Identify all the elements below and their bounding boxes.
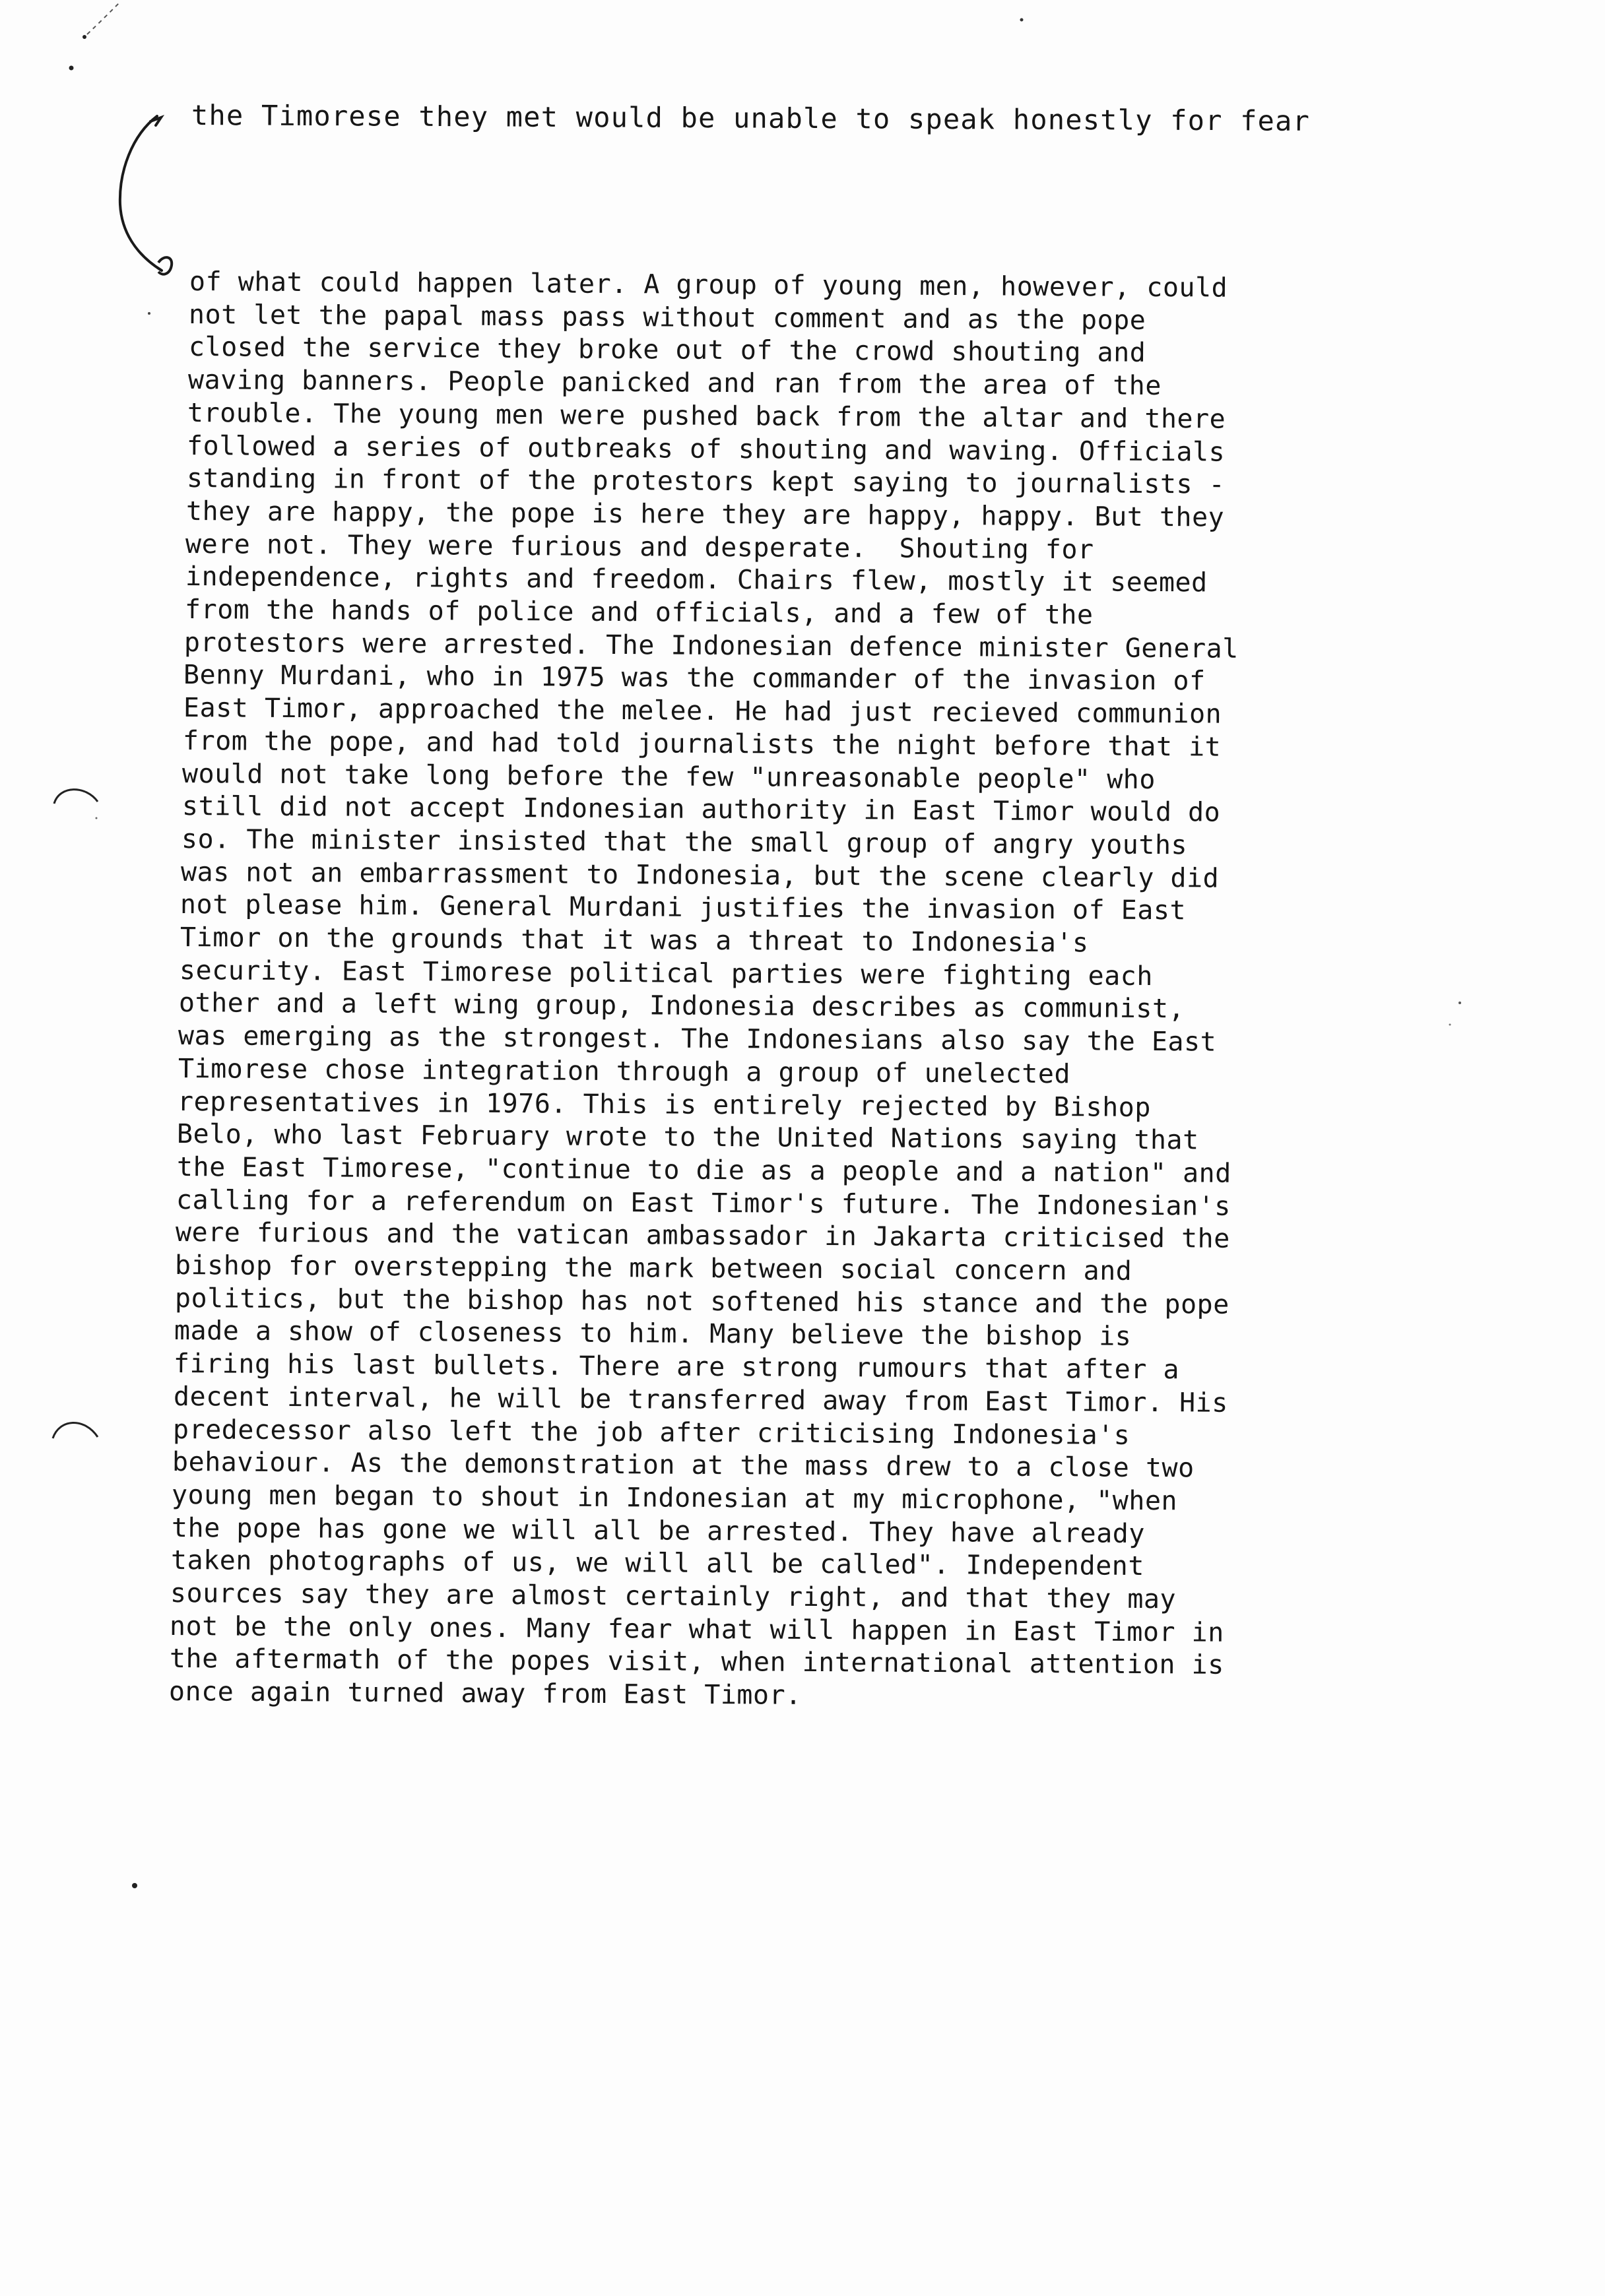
margin-arc xyxy=(53,1422,98,1438)
paragraph-line: decent interval, he will be transferred away from East Timor. His xyxy=(173,1381,1228,1419)
insertion-bracket xyxy=(120,116,162,271)
speck xyxy=(96,817,98,819)
paragraph-line: trouble. The young men were pushed back from the altar and there xyxy=(187,397,1226,435)
paragraph-line: young men began to shout in Indonesian at my microphone, "when xyxy=(172,1479,1178,1517)
paragraph-line: the pope has gone we will all be arrested. They have already xyxy=(171,1512,1145,1549)
bracket-loop-bottom xyxy=(158,257,172,274)
paragraph-line: not be the only ones. Many fear what will happen in East Timor in xyxy=(170,1610,1225,1648)
continuation-line: the Timorese they met would be unable to speak honestly for fear xyxy=(191,99,1311,137)
paragraph-line: not let the papal mass pass without comment and as the pope xyxy=(189,299,1146,336)
paragraph-line: predecessor also left the job after criticising Indonesia's xyxy=(172,1414,1130,1451)
bracket-arrow-top xyxy=(150,117,161,125)
paragraph-line: bishop for overstepping the mark between social concern and xyxy=(175,1250,1132,1287)
paragraph-line: security. East Timorese political parties were fighting each xyxy=(179,955,1153,992)
paragraph-line: Belo, who last February wrote to the United Nations saying that xyxy=(177,1119,1200,1156)
paragraph-line: the East Timorese, "continue to die as a people and a nation" and xyxy=(176,1151,1231,1189)
speck xyxy=(132,1883,137,1888)
paragraph-line: calling for a referendum on East Timor's future. The Indonesian's xyxy=(176,1184,1231,1222)
paragraph-line: politics, but the bishop has not softened his stance and the pope xyxy=(174,1283,1229,1320)
speck xyxy=(1020,18,1024,22)
paragraph-line: standing in front of the protestors kept saying to journalists - xyxy=(186,463,1226,500)
paragraph-line: the aftermath of the popes visit, when international attention is xyxy=(169,1643,1224,1681)
paragraph-line: firing his last bullets. There are strong rumours that after a xyxy=(174,1349,1180,1386)
paragraph-line: were not. They were furious and desperate. Shouting for xyxy=(185,528,1094,565)
paragraph-line: from the hands of police and officials, and a few of the xyxy=(184,594,1094,631)
paragraph-line: they are happy, the pope is here they are happy, happy. But they xyxy=(185,495,1225,533)
paragraph-line: waving banners. People panicked and ran from the area of the xyxy=(187,365,1162,402)
paragraph-line: Benny Murdani, who in 1975 was the commander of the invasion of xyxy=(183,660,1206,697)
paragraph-line: from the pope, and had told journalists the night before that it xyxy=(182,725,1222,763)
paragraph-line: was emerging as the strongest. The Indonesians also say the East xyxy=(178,1021,1217,1058)
scratch-mark xyxy=(87,3,119,34)
margin-arc xyxy=(54,790,98,804)
paragraph-line: protestors were arrested. The Indonesian defence minister General xyxy=(183,627,1239,664)
paragraph-line: independence, rights and freedom. Chairs flew, mostly it seemed xyxy=(185,561,1208,598)
paragraph-line: was not an embarrassment to Indonesia, but the scene clearly did xyxy=(180,856,1220,894)
speck xyxy=(69,66,74,71)
paragraph-line: sources say they are almost certainly right, and that they may xyxy=(170,1578,1177,1615)
paragraph-line: still did not accept Indonesian authority in East Timor would do xyxy=(181,791,1220,828)
paragraph-line: other and a left wing group, Indonesia describes as communist, xyxy=(178,988,1185,1025)
paragraph-line: so. The minister insisted that the small group of angry youths xyxy=(181,823,1187,861)
paragraph-line: closed the service they broke out of the crowd shouting and xyxy=(188,332,1146,369)
paragraph-line: followed a series of outbreaks of shouting and waving. Officials xyxy=(187,430,1226,468)
paragraph-line: once again turned away from East Timor. xyxy=(168,1676,802,1711)
paragraph-line: East Timor, approached the melee. He had just recieved communion xyxy=(183,693,1222,730)
paragraph-line: would not take long before the few "unreasonable people" who xyxy=(182,758,1156,795)
paragraph-line: taken photographs of us, we will all be called". Independent xyxy=(170,1545,1144,1582)
paragraph-line: made a show of closeness to him. Many believe the bishop is xyxy=(174,1316,1132,1353)
paragraph-line: were furious and the vatican ambassador in Jakarta criticised the xyxy=(175,1217,1231,1255)
speck xyxy=(148,312,150,315)
paragraph-line: Timorese chose integration through a group of unelected xyxy=(178,1053,1070,1090)
paragraph-line: Timor on the grounds that it was a threat to Indonesia's xyxy=(180,922,1089,959)
speck xyxy=(82,35,86,39)
paragraph-line: of what could happen later. A group of young men, however, could xyxy=(189,267,1228,303)
paragraph-line: behaviour. As the demonstration at the mass drew to a close two xyxy=(172,1447,1195,1484)
speck xyxy=(1449,1024,1451,1026)
paragraph-line: representatives in 1976. This is entirely rejected by Bishop xyxy=(177,1086,1152,1123)
speck xyxy=(1458,1002,1461,1004)
paragraph-line: not please him. General Murdani justifies the invasion of East xyxy=(180,889,1187,926)
